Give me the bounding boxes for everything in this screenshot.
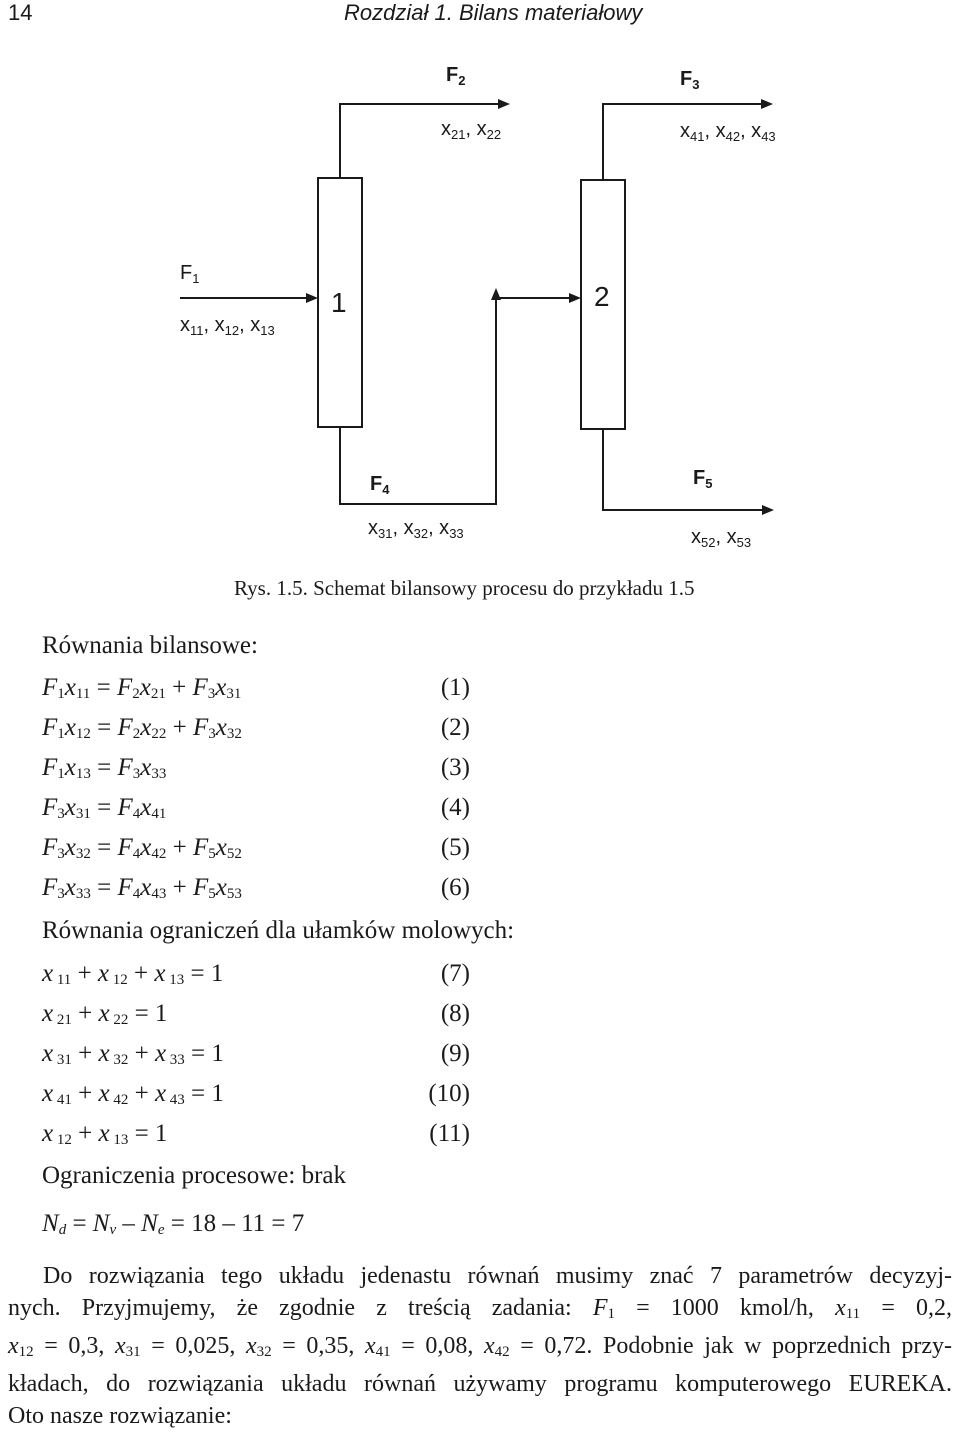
paragraph: [8, 1260, 952, 1432]
label-f4: $F_4$: [370, 473, 390, 497]
process-constraints: Ograniczenia procesowe: brak: [42, 1162, 347, 1189]
label-x1: $x_{11}$, $x_{12}$, $x_{13}$: [180, 314, 275, 338]
label-f3: $F_3$: [680, 68, 700, 92]
arrow-f5: [762, 505, 774, 515]
label-x4: $x_{41}$, $x_{42}$, $x_{43}$: [680, 120, 776, 144]
label-x5: $x_{52}$, $x_{53}$: [691, 526, 752, 550]
figure-caption: Rys. 1.5. Schemat bilansowy procesu do przykładu 1.5: [234, 576, 695, 600]
equation-number: (2): [440, 714, 470, 741]
arrow-f4-up: [491, 288, 501, 300]
label-f2: $F_2$: [446, 64, 466, 88]
equation-number: (10): [428, 1080, 470, 1107]
equation-3: $F_1x_{13} = F_3x_{33}$ (3): [42, 754, 470, 782]
unit-2-label: 2: [594, 281, 610, 312]
equation-number: (11): [429, 1120, 470, 1147]
equation-2: $F_1x_{12} = F_2x_{22} + F_3x_{32}$ (2): [42, 714, 470, 742]
label-f1: $F_1$: [180, 262, 200, 286]
unit-1-label: 1: [331, 287, 347, 318]
equation-number: (8): [440, 1000, 470, 1027]
equation-number: (4): [440, 794, 470, 821]
equation-4: $F_3x_{31} = F_4x_{41}$ (4): [42, 794, 470, 822]
label-x3: $x_{31}$, $x_{32}$, $x_{33}$: [368, 517, 464, 541]
stream-f5-line: [603, 429, 764, 510]
page-number: 14: [8, 0, 33, 25]
equation-5: $F_3x_{32} = F_4x_{42} + F_5x_{52}$ (5): [42, 834, 470, 862]
equation-8: x $_{21}$ + x $_{22}$ = 1 (8): [42, 1000, 470, 1028]
paragraph-line-5: Oto nasze rozwiązanie:: [8, 1403, 232, 1429]
balance-heading: Równania bilansowe:: [42, 632, 258, 659]
fraction-heading: Równania ograniczeń dla ułamków molowych:: [42, 917, 515, 944]
equation-number: (1): [440, 674, 470, 701]
equation-number: (7): [440, 960, 470, 987]
equation-number: (3): [440, 754, 470, 781]
degrees-of-freedom-equation: $N_d = N_v - N_e = 18 - 11 = 7$: [42, 1210, 305, 1238]
paragraph-line-1: Do rozwiązania tego układu jedenastu równań musimy znać 7 parametrów decyzyj-: [43, 1263, 952, 1289]
equation-1: $F_1x_{11} = F_2x_{21} + F_3x_{31}$ (1): [42, 674, 470, 702]
equation-7: x $_{11}$ + x $_{12}$ + x $_{13}$ = 1 (7): [42, 960, 470, 988]
paragraph-line-4: kładach, do rozwiązania układu równań używamy programu komputerowego EUREKA.: [8, 1371, 952, 1397]
equation-11: x $_{12}$ + x $_{13}$ = 1 (11): [42, 1120, 470, 1148]
label-f5: $F_5$: [693, 467, 713, 491]
equation-10: x $_{41}$ + x $_{42}$ + x $_{43}$ = 1 (10): [42, 1080, 470, 1108]
paragraph-line-3: $x_{12} = 0,3$, $x_{31} = 0,025$, $x_{32} = 0,35$, $x_{41} = 0,08$, $x_{42} = 0,72$. Podobnie jak w poprzednich przy-: [8, 1333, 952, 1360]
equation-number: (5): [440, 834, 470, 861]
equation-number: (6): [440, 874, 470, 901]
arrow-f4: [569, 293, 581, 303]
equation-6: $F_3x_{33} = F_4x_{43} + F_5x_{53}$ (6): [42, 874, 470, 902]
equation-number: (9): [440, 1040, 470, 1067]
chapter-title: Rozdział 1. Bilans materiałowy: [344, 0, 643, 25]
equation-9: x $_{31}$ + x $_{32}$ + x $_{33}$ = 1 (9): [42, 1040, 470, 1068]
arrow-f1: [306, 293, 318, 303]
label-x2: $x_{21}$, $x_{22}$: [441, 118, 502, 142]
arrow-f2: [498, 99, 510, 109]
arrow-f3: [761, 99, 773, 109]
paragraph-line-2: nych. Przyjmujemy, że zgodnie z treścią zadania: $F_1 = 1000$ kmol/h, $x_{11} = 0,2$,: [8, 1295, 952, 1322]
